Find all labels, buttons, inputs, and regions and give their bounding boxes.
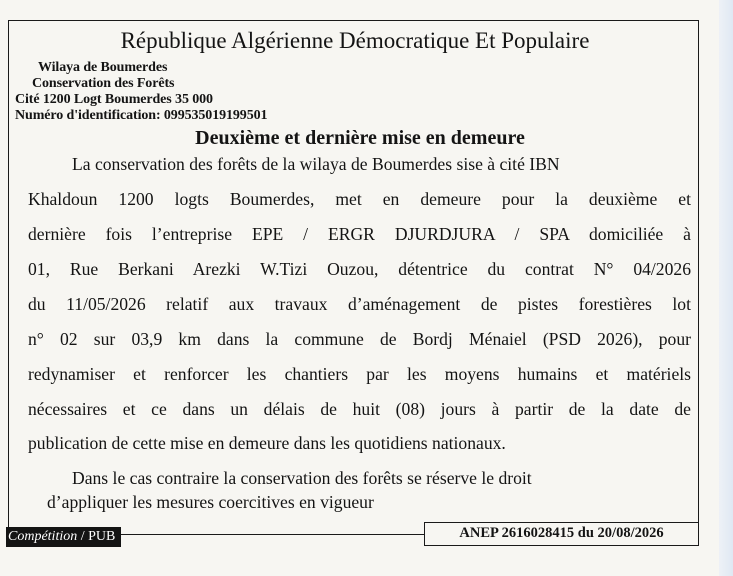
body-line: n° 02 sur 03,9 km dans la commune de Bordj Ménaiel (PSD 2026), pour xyxy=(28,329,691,349)
body-line: redynamiser et renforcer les chantiers par les moyens humains et matériels xyxy=(28,364,691,384)
issuer-service: Conservation des Forêts xyxy=(32,76,175,91)
body-line: Dans le cas contraire la conservation des forêts se réserve le droit xyxy=(72,468,532,488)
publisher-name: Compétition xyxy=(8,529,78,544)
page-edge xyxy=(719,0,733,576)
body-line: nécessaires et ce dans un délais de huit (08) jours à partir de la date de xyxy=(28,399,691,419)
issuer-id-number: Numéro d'identification: 099535019199501 xyxy=(15,108,268,123)
publication-tag xyxy=(6,527,121,547)
body-line: 01, Rue Berkani Arezki W.Tizi Ouzou, détentrice du contrat N° 04/2026 xyxy=(28,259,691,279)
anep-reference: ANEP 2616028415 du 20/08/2026 xyxy=(424,522,699,546)
body-line: d’appliquer les mesures coercitives en vigueur xyxy=(47,492,374,512)
body-line: Khaldoun 1200 logts Boumerdes, met en demeure pour la deuxième et xyxy=(28,189,691,209)
notice-heading: Deuxième et dernière mise en demeure xyxy=(195,127,525,149)
section-name: / PUB xyxy=(77,529,116,544)
issuer-address: Cité 1200 Logt Boumerdes 35 000 xyxy=(15,92,213,107)
notice-title: République Algérienne Démocratique Et Populaire xyxy=(120,28,590,53)
body-line: publication de cette mise en demeure dans les quotidiens nationaux. xyxy=(28,433,506,453)
body-line: La conservation des forêts de la wilaya de Boumerdes sise à cité IBN xyxy=(72,154,560,174)
body-line: dernière fois l’entreprise EPE / ERGR DJURDJURA / SPA domiciliée à xyxy=(28,224,691,244)
body-line: du 11/05/2026 relatif aux travaux d’aménagement de pistes forestières lot xyxy=(28,294,691,314)
issuer-wilaya: Wilaya de Boumerdes xyxy=(38,60,168,75)
